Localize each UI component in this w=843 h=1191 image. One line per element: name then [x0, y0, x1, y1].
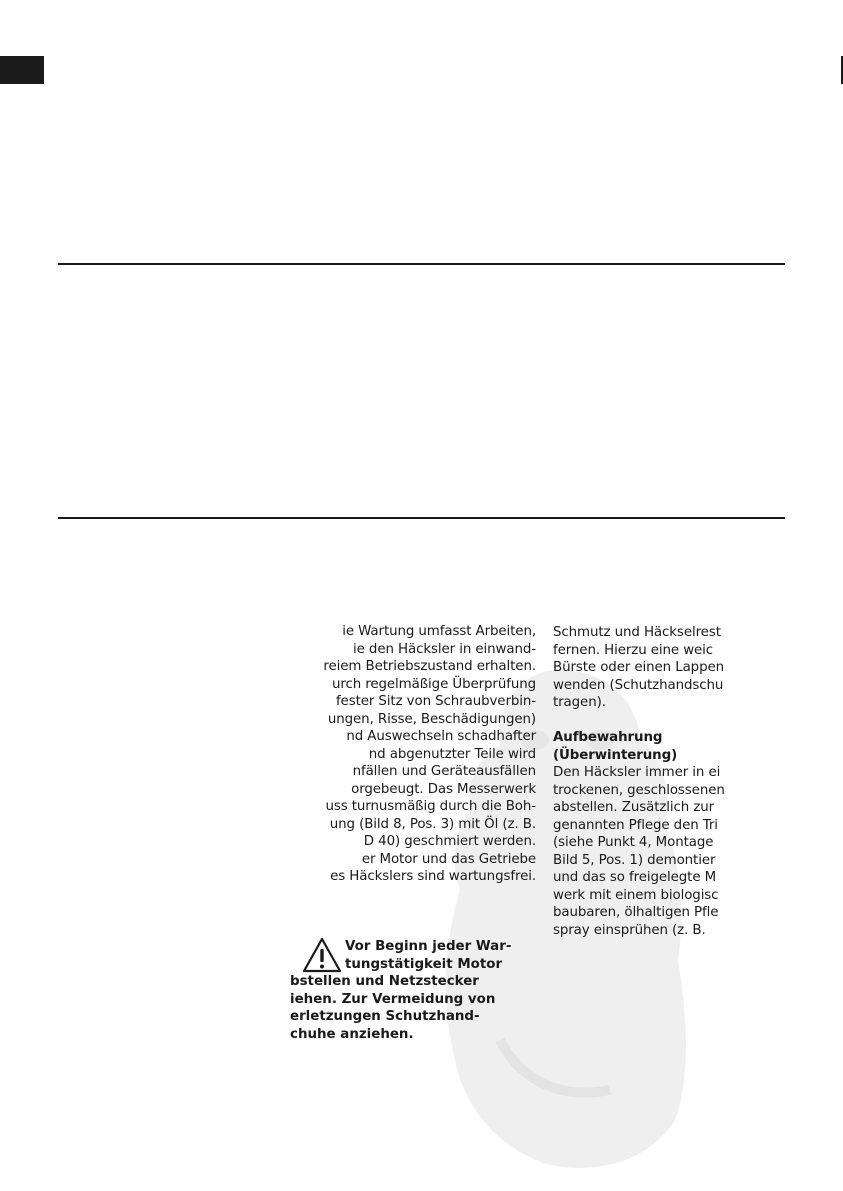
text-line: Bürste oder einen Lappen	[553, 660, 725, 675]
text-line: abstellen. Zusätzlich zur	[553, 800, 715, 815]
text-line: Bild 5, Pos. 1) demontier	[553, 852, 716, 868]
text-line: (siehe Punkt 4, Montage	[553, 835, 714, 850]
text-line: fester Sitz von Schraubverbin-	[335, 694, 536, 709]
text-line: es Häckslers sind wartungsfrei.	[330, 869, 536, 884]
text-line: ie den Häcksler in einwand-	[353, 641, 536, 657]
text-line: und das so freigelegte M	[553, 870, 717, 885]
text-line: trockenen, geschlossenen	[553, 782, 725, 798]
text-line: ie Wartung umfasst Arbeiten,	[342, 624, 536, 639]
warning-line: bstellen und Netzstecker	[290, 974, 479, 989]
safety-warning	[290, 938, 530, 1043]
warning-line: tungstätigkeit Motor	[345, 956, 503, 972]
page-tab-marker	[0, 56, 44, 84]
text-line: nd Auswechseln schadhafter	[346, 729, 536, 744]
text-line: Schmutz und Häckselrest	[553, 625, 721, 640]
text-line: baubaren, ölhaltigen Pfle	[553, 905, 719, 920]
section-rule-top	[58, 263, 785, 265]
text-line: werk mit einem biologisc	[553, 887, 719, 903]
warning-line: Vor Beginn jeder War-	[345, 939, 512, 954]
storage-heading: Aufbewahrung	[553, 730, 663, 745]
text-line: nd abgenutzter Teile wird	[368, 746, 536, 762]
section-rule-bottom	[58, 517, 785, 519]
text-line: wenden (Schutzhandschu	[553, 677, 724, 693]
text-line: D 40) geschmiert werden.	[363, 834, 536, 849]
text-line: ungen, Risse, Beschädigungen)	[327, 711, 536, 727]
text-line: nfällen und Geräteausfällen	[352, 764, 536, 779]
text-line: orgebeugt. Das Messerwerk	[351, 781, 536, 797]
text-line: Den Häcksler immer in ei	[553, 765, 721, 780]
text-line: uss turnusmäßig durch die Boh-	[325, 799, 536, 814]
storage-heading: (Überwinterung)	[553, 747, 678, 763]
cleaning-storage-text	[553, 624, 843, 939]
text-line: tragen).	[553, 695, 606, 710]
text-line: reiem Betriebszustand erhalten.	[323, 659, 536, 674]
text-line: spray einsprühen (z. B.	[553, 922, 706, 938]
text-line: er Motor und das Getriebe	[361, 851, 536, 867]
maintenance-text	[284, 623, 536, 886]
text-line: ung (Bild 8, Pos. 3) mit Öl (z. B.	[329, 816, 536, 832]
warning-line: iehen. Zur Vermeidung von	[290, 991, 496, 1007]
paragraph-gap	[553, 712, 843, 730]
warning-line: erletzungen Schutzhand-	[290, 1009, 480, 1024]
text-line: genannten Pflege den Tri	[553, 817, 718, 833]
text-line: urch regelmäßige Überprüfung	[331, 676, 536, 692]
text-line: fernen. Hierzu eine weic	[553, 642, 714, 658]
warning-line: chuhe anziehen.	[290, 1026, 414, 1042]
